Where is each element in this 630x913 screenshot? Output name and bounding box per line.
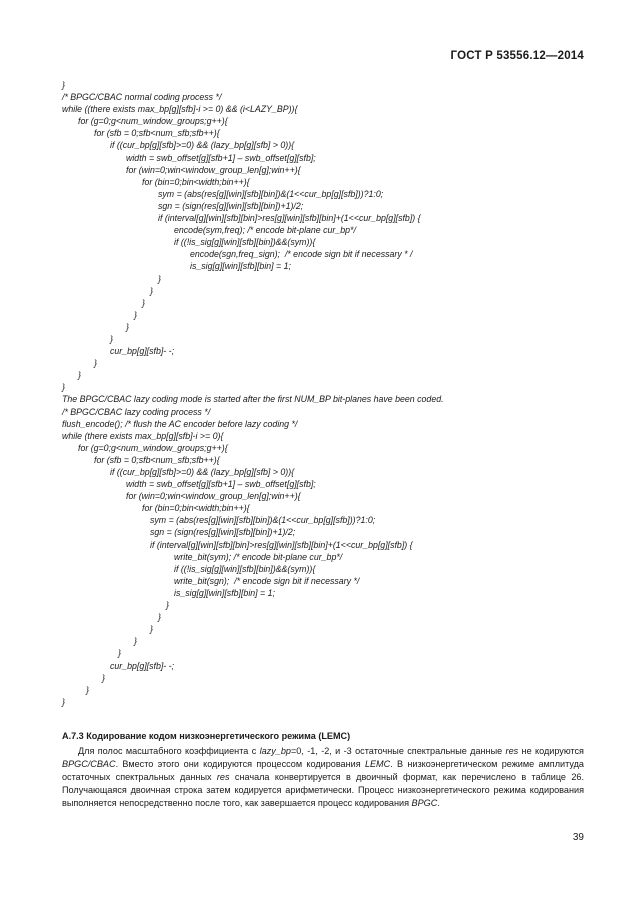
page-number: 39 <box>572 832 584 843</box>
italic-term: LEMC <box>364 759 391 770</box>
code-line: } <box>158 612 161 623</box>
code-line: for (win=0;win<window_group_len[g];win++){ <box>126 164 301 175</box>
paragraph-text: =0, -1, -2, и -3 остаточные спектральные данные <box>290 746 506 757</box>
code-line: if ((!is_sig[g][win][sfb][bin])&&(sym)){ <box>174 237 316 248</box>
code-line: while ((there exists max_bp[g][sfb]-i >= 0) && (i<LAZY_BP)){ <box>62 104 298 115</box>
italic-term: BPGC/CBAC <box>62 759 116 770</box>
code-line: encode(sgn,freq_sign); /* encode sign bit if necessary * / <box>190 249 413 260</box>
section-paragraph <box>62 745 584 810</box>
code-line: } <box>62 80 65 90</box>
code-line: encode(sym,freq); /* encode bit-plane cur_bp*/ <box>174 225 356 236</box>
code-line: while (there exists max_bp[g][sfb]-i >= 0){ <box>62 430 224 441</box>
code-line: } <box>62 382 65 393</box>
code-line: for (bin=0;bin<width;bin++){ <box>142 176 250 187</box>
code-line: } <box>150 624 153 635</box>
code-line: } <box>118 648 121 659</box>
code-line: sgn = (sign(res[g][win][sfb][bin])+1)/2; <box>150 527 296 538</box>
section-heading: A.7.3 Кодирование кодом низкоэнергетического режима (LEMC) <box>62 731 351 741</box>
code-line: } <box>110 333 113 344</box>
code-line: if (interval[g][win][sfb][bin]>res[g][win][sfb][bin]+(1<<cur_bp[g][sfb]) { <box>150 539 413 550</box>
code-line: if ((!is_sig[g][win][sfb][bin])&&(sym)){ <box>174 563 316 574</box>
italic-term: BPGC <box>411 798 438 809</box>
paragraph-text: . Вместо этого они кодируются процессом кодирования <box>115 759 365 770</box>
code-line: } <box>86 684 89 695</box>
code-line: sym = (abs(res[g][win][sfb][bin])&(1<<cur_bp[g][sfb]))?1:0; <box>158 188 384 199</box>
code-line: width = swb_offset[g][sfb+1] – swb_offset[g][sfb]; <box>126 152 316 163</box>
code-line: } <box>102 672 105 683</box>
code-line: is_sig[g][win][sfb][bin] = 1; <box>190 261 291 272</box>
code-line: } <box>134 309 137 320</box>
code-line: width = swb_offset[g][sfb+1] – swb_offset[g][sfb]; <box>126 479 316 490</box>
code-line: if (interval[g][win][sfb][bin]>res[g][win][sfb][bin]+(1<<cur_bp[g][sfb]) { <box>158 213 421 224</box>
code-line: sgn = (sign(res[g][win][sfb][bin])+1)/2; <box>158 200 304 211</box>
code-line: for (g=0;g<num_window_groups;g++){ <box>78 442 228 453</box>
code-line: write_bit(sgn); /* encode sign bit if necessary */ <box>174 575 360 586</box>
code-line: } <box>94 358 97 369</box>
code-line: flush_encode(); /* flush the AC encoder before lazy coding */ <box>62 418 298 429</box>
code-line: cur_bp[g][sfb]- -; <box>110 346 175 357</box>
paragraph-text: . В низкоэнергетическом режиме амплитуда остаточных спектральных данных <box>62 759 584 783</box>
code-line: } <box>134 636 137 647</box>
code-line: write_bit(sym); /* encode bit-plane cur_bp*/ <box>174 551 343 562</box>
code-line: } <box>158 273 161 284</box>
code-line: if ((cur_bp[g][sfb]>=0) && (lazy_bp[g][sfb] > 0)){ <box>110 140 295 151</box>
section-a-7-3 <box>62 730 584 811</box>
paragraph-text: не кодируются <box>518 746 584 757</box>
code-line: } <box>166 600 169 611</box>
italic-term: lazy_bp <box>259 746 291 757</box>
code-line: sym = (abs(res[g][win][sfb][bin])&(1<<cur_bp[g][sfb]))?1:0; <box>150 515 376 526</box>
paragraph-text: . <box>437 798 440 809</box>
paragraph-text: Для полос масштабного коэффициента с <box>78 746 260 757</box>
document-header-standard-code: ГОСТ Р 53556.12—2014 <box>450 50 584 62</box>
code-line: } <box>62 696 65 707</box>
code-line: for (sfb = 0;sfb<num_sfb;sfb++){ <box>94 454 220 465</box>
code-line: } <box>126 321 129 332</box>
code-line: is_sig[g][win][sfb][bin] = 1; <box>174 587 275 598</box>
code-line: if ((cur_bp[g][sfb]>=0) && (lazy_bp[g][sfb] > 0)){ <box>110 467 295 477</box>
code-line: } <box>142 297 145 308</box>
code-line: } <box>150 285 153 296</box>
code-line: } <box>78 370 81 381</box>
paragraph-text: сначала конвертируется в двоичный формат, как перечислено в таблице 26. Получающаяся двоичная строка затем кодируется арифметически. Процесс низкоэнергетического режима кодирования выполняется непосредственно после того, как завершается процесс кодирования <box>62 772 584 809</box>
code-line: for (g=0;g<num_window_groups;g++){ <box>78 116 228 127</box>
italic-term: res <box>505 746 519 757</box>
code-line: for (bin=0;bin<width;bin++){ <box>142 503 250 514</box>
code-line: The BPGC/CBAC lazy coding mode is started after the first NUM_BP bit-planes have been coded. <box>62 394 444 405</box>
pseudocode-block <box>62 79 602 708</box>
code-line: /* BPGC/CBAC normal coding process */ <box>62 92 222 103</box>
italic-term: res <box>216 772 230 783</box>
code-line: for (sfb = 0;sfb<num_sfb;sfb++){ <box>94 128 220 139</box>
code-line: cur_bp[g][sfb]- -; <box>110 660 175 671</box>
code-line: /* BPGC/CBAC lazy coding process */ <box>62 406 211 417</box>
code-line: for (win=0;win<window_group_len[g];win++){ <box>126 491 301 502</box>
